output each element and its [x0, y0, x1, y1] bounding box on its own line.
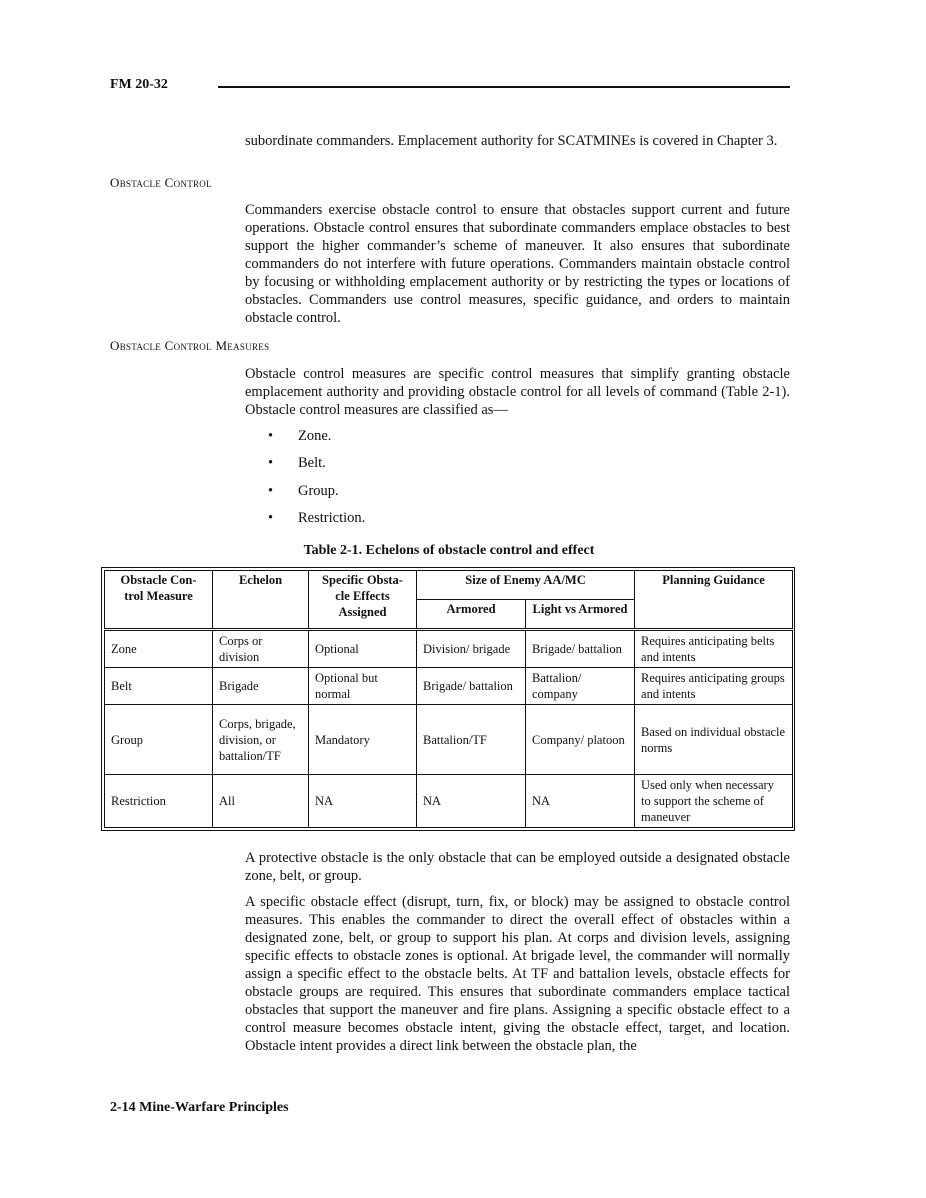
control-measures-text: Obstacle control measures are specific control measures that simplify granting obstacle emplacement authority and providing obstacle control for all levels of command (Table 2-1). Obstacle control measures are classified as—: [245, 366, 790, 418]
cell-effects: NA: [309, 775, 417, 828]
cell-armored: Brigade/ battalion: [417, 668, 526, 705]
specific-effect-text: A specific obstacle effect (disrupt, turn, fix, or block) may be assigned to obstacle control measures. This enables the commander to direct the overall effect of obstacles within a designated zone, belt, or group to support his plan. At corps and division levels, assigning specific effects to obstacle zones is optional. At brigade level, the commander will normally assign a specific effect to the obstacle belts. At TF and battalion levels, obstacle effects for obstacle groups are required. This ensures that subordinate commanders emplace tactical obstacles that support the maneuver and fire plans. Assigning a specific obstacle effect to a control measure becomes obstacle intent, giving the obstacle effect, target, and location. Obstacle intent provides a direct link between the obstacle plan, the: [245, 894, 790, 1054]
list-item-text: Restriction.: [298, 510, 366, 526]
cell-light: NA: [526, 775, 635, 828]
intro-paragraph: [245, 132, 790, 150]
cell-light: Battalion/ company: [526, 668, 635, 705]
obstacle-control-text: Commanders exercise obstacle control to ensure that obstacles support current and future operations. Obstacle control ensures that subordinate commanders emplace obstacles to best support the higher commander’s scheme of maneuver. It also ensures that subordinate commanders do not interfere with future operations. Commanders maintain obstacle control by focusing or withholding emplacement authority or by restricting the types or locations of obstacles. Commanders use control measures, specific guidance, and orders to maintain obstacle control.: [245, 202, 790, 326]
cell-armored: Division/ brigade: [417, 630, 526, 668]
cell-effects: Mandatory: [309, 705, 417, 775]
bullet-icon: •: [268, 510, 274, 526]
table-header-row: [105, 571, 793, 600]
header-enemy-size: Size of Enemy AA/MC: [417, 571, 635, 600]
section-heading-control-measures: Obstacle Control Measures: [110, 338, 270, 353]
cell-armored: Battalion/TF: [417, 705, 526, 775]
intro-text: subordinate commanders. Emplacement authority for SCATMINEs is covered in Chapter 3.: [245, 133, 778, 149]
table-row: [105, 630, 793, 668]
running-header: FM 20-32: [110, 77, 168, 92]
cell-measure: Restriction: [105, 775, 213, 828]
cell-echelon: Brigade: [213, 668, 309, 705]
cell-guidance: Requires anticipating belts and intents: [635, 630, 793, 668]
list-item-text: Belt.: [298, 455, 326, 471]
obstacle-control-paragraph: [245, 201, 790, 327]
cell-light: Brigade/ battalion: [526, 630, 635, 668]
cell-effects: Optional but normal: [309, 668, 417, 705]
echelons-table: [104, 570, 793, 828]
cell-guidance: Based on individual obstacle norms: [635, 705, 793, 775]
section-heading-obstacle-control: Obstacle Control: [110, 175, 212, 190]
specific-effect-paragraph: [245, 893, 790, 1055]
cell-measure: Group: [105, 705, 213, 775]
header-echelon: Echelon: [213, 571, 309, 630]
header-armored: Armored: [417, 599, 526, 629]
cell-measure: Zone: [105, 630, 213, 668]
protective-obstacle-paragraph: [245, 849, 790, 885]
bullet-icon: •: [268, 455, 274, 471]
cell-light: Company/ platoon: [526, 705, 635, 775]
cell-echelon: Corps, brigade, division, or battalion/TF: [213, 705, 309, 775]
table-title: Table 2-1. Echelons of obstacle control and effect: [303, 543, 595, 558]
cell-echelon: Corps or division: [213, 630, 309, 668]
cell-measure: Belt: [105, 668, 213, 705]
cell-echelon: All: [213, 775, 309, 828]
cell-armored: NA: [417, 775, 526, 828]
header-guidance: Planning Guidance: [635, 571, 793, 630]
cell-effects: Optional: [309, 630, 417, 668]
cell-guidance: Requires anticipating groups and intents: [635, 668, 793, 705]
header-effects: Specific Obsta-cle Effects Assigned: [309, 571, 417, 630]
bullet-icon: •: [268, 483, 274, 499]
page-footer: 2-14 Mine-Warfare Principles: [110, 1100, 289, 1115]
table-row: [105, 775, 793, 828]
table-row: [105, 705, 793, 775]
cell-guidance: Used only when necessary to support the scheme of maneuver: [635, 775, 793, 828]
control-measures-paragraph: [245, 365, 790, 419]
header-light: Light vs Armored: [526, 599, 635, 629]
header-rule: [218, 86, 790, 88]
header-measure: Obstacle Con-trol Measure: [105, 571, 213, 630]
list-item-text: Zone.: [298, 428, 332, 444]
protective-obstacle-text: A protective obstacle is the only obstacle that can be employed outside a designated obstacle zone, belt, or group.: [245, 850, 790, 884]
list-item-text: Group.: [298, 483, 339, 499]
bullet-icon: •: [268, 428, 274, 444]
table-row: [105, 668, 793, 705]
